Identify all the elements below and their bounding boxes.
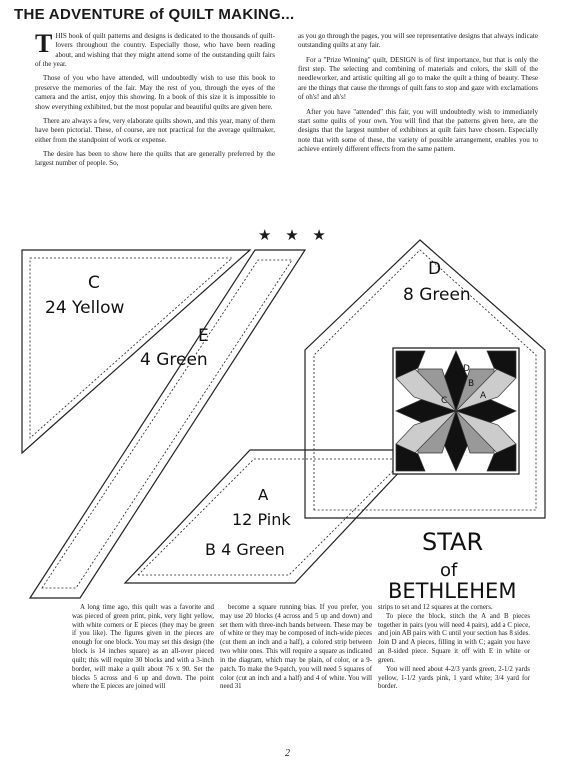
inset-label-b: B <box>468 379 475 389</box>
inset-label-c: C <box>441 396 448 406</box>
piece-e-letter: E <box>198 326 209 346</box>
intro-paragraph: as you go through the pages, you will see representative designs that always indicate outstanding quilts at any fair. <box>298 32 538 50</box>
piece-c-outline <box>22 250 250 453</box>
piece-c-letter: C <box>88 273 100 293</box>
piece-c-count: 24 Yellow <box>45 298 125 318</box>
inset-label-a: A <box>480 391 487 401</box>
quilt-pattern-diagram <box>0 238 570 608</box>
instructions-column-2 <box>220 604 372 692</box>
piece-b-count: B 4 Green <box>205 540 285 559</box>
page-title: THE ADVENTURE of QUILT MAKING... <box>14 6 295 23</box>
instructions-text: You will need about 4-2/3 yards green, 2-1/2 yards yellow, 1-1/2 yards pink, 1 yard white; 3/4 yard for border. <box>378 665 530 691</box>
inset-label-e: E <box>400 356 406 366</box>
intro-column-right <box>298 32 538 159</box>
intro-column-left <box>35 29 275 174</box>
instructions-text: To piece the block, stitch the A and B pieces together in pairs (you will need 4 pairs), add a C piece, and join AB pairs with C until your section has 8 sides. Join D and A pieces, filling in with C; again you have an 8-sided piece. Square it off with E in white or green. <box>378 612 530 664</box>
piece-d-count: 8 Green <box>403 285 471 305</box>
section-divider-stars: ★ ★ ★ <box>258 228 331 244</box>
pattern-name-line-3: BETHLEHEM <box>388 579 517 603</box>
intro-paragraph: Those of you who have attended, will undoubtedly wish to use this book to preserve the memories of the fair. May the rest of you, through the eyes of the camera and the artist, enjoy this showing. In a book of this size it is impossible to show everything exhibited, but the most popular and beautiful quilts are given here. <box>35 74 275 111</box>
piece-a-letter: A <box>258 486 269 504</box>
instructions-text: A long time ago, this quilt was a favorite and was pieced of green print, pink, very light yellow, with white corners or E pieces (they may be green if you like). The figures given in the pieces are enough for one block. You may set this design (the block is 14 inches square) as an all-over pieced quilt; this will require 30 blocks and with a 3-inch border, will make a quilt about 76 x 90. Set the blocks 5 across and 6 up and down. The point where the E pieces are joined will <box>72 604 214 691</box>
piece-d-letter: D <box>428 259 442 279</box>
star-block-inset <box>393 348 519 474</box>
drop-cap: T <box>35 29 53 58</box>
instructions-column-1 <box>72 604 214 692</box>
piece-e-count: 4 Green <box>140 350 208 370</box>
pattern-name-line-1: STAR <box>422 528 484 556</box>
intro-paragraph: After you have "attended" this fair, you will undoubtedly wish to immediately start some quilts of your own. You will find that the patterns given here, are the designs that the largest number of exhibitors at quilt fairs have chosen. Especially note that with some of these, the variety of possible arrangement, enables you to achieve entirely different effects from the same pattern. <box>298 107 538 153</box>
pattern-name-line-2: of <box>440 560 458 581</box>
intro-paragraph: THIS book of quilt patterns and designs is dedicated to the thousands of quilt-lovers throughout the country. Especially those, who have been reading about, and wishing that they might attend some of the outstanding quilt fairs of the year. <box>35 29 275 69</box>
instructions-text: strips to set and 12 squares at the corners. <box>378 604 493 611</box>
intro-paragraph: The desire has been to show here the quilts that are generally preferred by the largest number of people. So, <box>35 149 275 168</box>
intro-paragraph: There are always a few, very elaborate quilts shown, and this year, many of them have been pictorial. These, of course, are not practical for the average quiltmaker, either from the standpoint of work or expense. <box>35 116 275 144</box>
intro-paragraph: For a "Prize Winning" quilt, DESIGN is of first importance, but that is only the first step. The selecting and combining of materials and colors, the skill of the needleworker, and artistic quilting all go to make the quilt a thing of beauty. These are the things that cause the throngs of quilt fans to stop and gaze with exclamations of oh's! and ah's! <box>298 55 538 102</box>
page-number: 2 <box>285 748 290 759</box>
instructions-column-3 <box>378 604 530 692</box>
piece-a-count: 12 Pink <box>232 510 291 529</box>
instructions-text: become a square running bias. If you prefer, you may use 20 blocks (4 across and 5 up and down) and set them with three-inch bands between. These may be of white or they may be composed of inch-wide pieces (cut them an inch and a half), a colored strip between two white ones. This will require a square as indicated in the diagram, which may be plain, of color, or a 9-patch. To make the 9-patch, you will need 5 squares of color (cut an inch and a half) and 4 of white. You will need 31 <box>220 604 372 691</box>
inset-label-d: D <box>463 364 470 374</box>
